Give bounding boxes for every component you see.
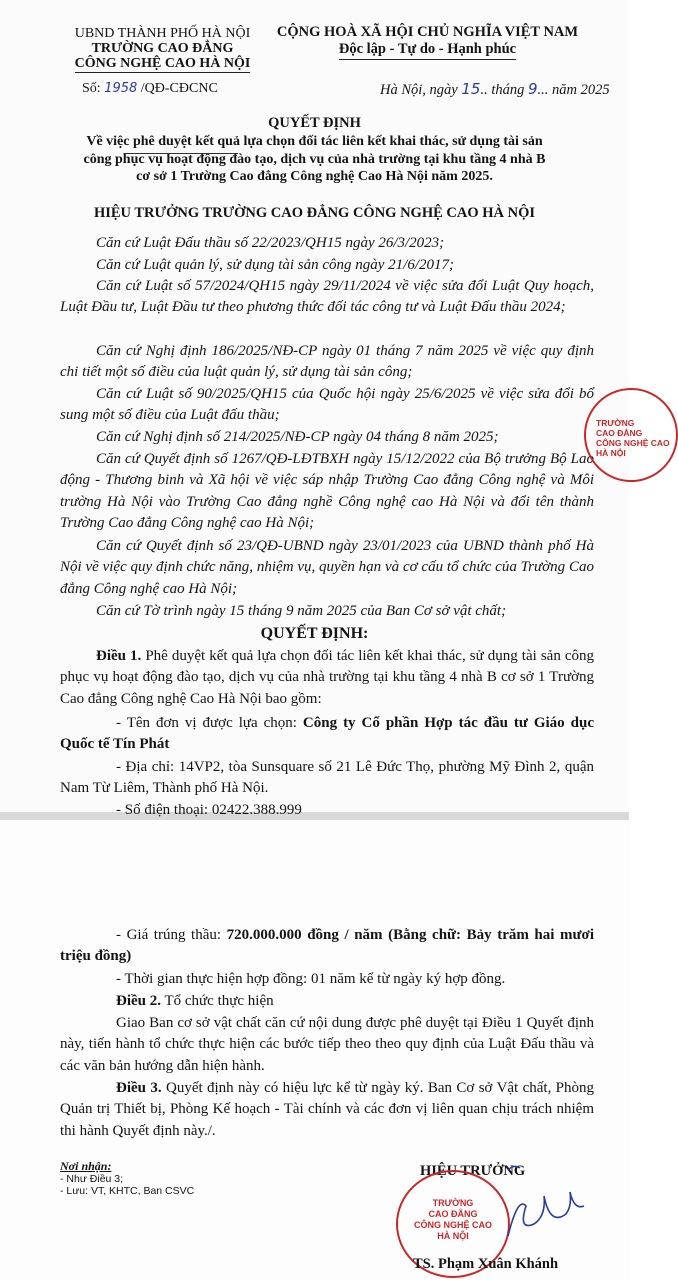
article-2-label: Điều 2. (116, 993, 161, 1009)
number-prefix: Số: (82, 81, 101, 96)
org-line-2: TRƯỜNG CAO ĐẲNG (91, 41, 234, 56)
basis-9: Căn cứ Tờ trình ngày 15 tháng 9 năm 2025 của Ban Cơ sở vật chất; (96, 603, 507, 619)
authority-heading: HIỆU TRƯỞNG TRƯỜNG CAO ĐẲNG CÔNG NGHỆ CAO HÀ NỘI (93, 205, 536, 221)
article-2 (116, 991, 596, 1012)
date-suffix: năm 2025 (552, 82, 610, 98)
recipients-heading: Nơi nhận: (60, 1159, 112, 1173)
basis-4: Căn cứ Nghị định 186/2025/NĐ-CP ngày 01 tháng 7 năm 2025 về việc quy định chi tiết một số điều của luật quản lý, sử dụng tài sản công; (60, 343, 594, 381)
recipient-2: - Lưu: VT, KHTC, Ban CSVC (60, 1185, 195, 1197)
org-line-3: CÔNG NGHỆ CAO HÀ NỘI (74, 56, 251, 71)
number-handwritten: 1958 (104, 81, 138, 96)
seal-line-3: CÔNG NGHỆ CAO (413, 1220, 492, 1230)
price-label: - Giá trúng thầu: (116, 927, 222, 943)
basis-6: Căn cứ Nghị định số 214/2025/NĐ-CP ngày 04 tháng 8 năm 2025; (96, 429, 499, 445)
basis-3: Căn cứ Luật số 57/2024/QH15 ngày 29/11/2024 về việc sửa đổi Luật Quy hoạch, Luật Đầu tư, Luật Đầu tư theo phương thức đối tác công tư và Luật Đấu thầu 2024; (60, 278, 594, 316)
seal-line-4: HÀ NỘI (437, 1231, 469, 1241)
recipients (60, 1160, 194, 1198)
unit-name: Công ty Cổ phần Hợp tác đầu tư Giáo dục Quốc tế Tín Phát (60, 715, 594, 753)
decide-heading: QUYẾT ĐỊNH: (260, 625, 369, 642)
date-mid: tháng (491, 82, 525, 98)
price-value: 720.000.000 đồng / năm (Bằng chữ: Bảy trăm hai mươi triệu đồng) (60, 927, 594, 965)
decision-subject (0, 133, 629, 186)
winning-price (60, 925, 594, 968)
subject-underline (124, 153, 238, 154)
article-1 (60, 646, 594, 710)
article-1-text: Phê duyệt kết quả lựa chọn đối tác liên kết khai thác, sử dụng tài sản công phục vụ hoạt động đào tạo, dịch vụ của nhà trường tại khu tầng 4 nhà B cơ sở 1 Trường Cao đẳng Công nghệ Cao Hà Nội bao gồm: (60, 648, 595, 707)
date-day: 15 (461, 80, 481, 98)
recipient-1: - Như Điều 3; (60, 1172, 124, 1185)
national-motto: Độc lập - Tự do - Hạnh phúc (339, 41, 516, 60)
partial-stamp-line-4: HÀ NỘI (596, 448, 626, 458)
partial-stamp-line-1: TRƯỜNG (596, 418, 635, 428)
national-header (275, 24, 580, 60)
signer-name: TS. Phạm Xuân Khánh (413, 1256, 559, 1272)
partial-stamp-line-2: CAO ĐẲNG (596, 428, 643, 438)
official-stamp-partial (584, 388, 678, 482)
basis-2: Căn cứ Luật quản lý, sử dụng tài sản công ngày 21/6/2017; (96, 257, 455, 273)
subject-line-2: công phục vụ hoạt động đào tạo, dịch vụ của nhà trường tại khu tầng 4 nhà B (83, 151, 546, 167)
unit-label: - Tên đơn vị được lựa chọn: (116, 715, 297, 731)
document-number (82, 81, 218, 97)
date-month: 9 (527, 80, 538, 98)
basis-5: Căn cứ Luật số 90/2025/QH15 của Quốc hội ngày 25/6/2025 về việc sửa đổi bổ sung một số điều của Luật đấu thầu; (60, 386, 594, 424)
org-line-1: UBND THÀNH PHỐ HÀ NỘI (74, 26, 251, 41)
article-3 (60, 1078, 594, 1142)
article-2-text: Tổ chức thực hiện (164, 993, 274, 1009)
selected-unit (60, 713, 594, 756)
signer-title: HIỆU TRƯỞNG (420, 1163, 526, 1179)
article-3-label: Điều 3. (116, 1080, 162, 1096)
article-2-body: Giao Ban cơ sở vật chất căn cứ nội dung được phê duyệt tại Điều 1 Quyết định này, tiến hành tổ chức thực hiện các bước tiếp theo theo quy định của Luật Đấu thầu và các văn bản hướng dẫn hiện hành. (60, 1015, 594, 1074)
handwritten-signature (448, 1150, 598, 1260)
seal-line-2: CAO ĐẲNG (428, 1209, 478, 1219)
decision-title: QUYẾT ĐỊNH (268, 115, 361, 131)
basis-1: Căn cứ Luật Đấu thầu số 22/2023/QH15 ngày 26/3/2023; (96, 235, 445, 251)
issue-date: Hà Nội, ngày 15.. tháng 9... năm 2025 (380, 80, 610, 98)
number-suffix: /QĐ-CĐCNC (140, 81, 218, 96)
subject-line-1: Về việc phê duyệt kết quả lựa chọn đối tác liên kết khai thác, sử dụng tài sản (86, 134, 543, 149)
basis-8: Căn cứ Quyết định số 23/QĐ-UBND ngày 23/01/2023 của UBND thành phố Hà Nội về việc quy định chức năng, nhiệm vụ, quyền hạn và cơ cấu tổ chức của Trường Cao đẳng Công nghệ cao Hà Nội; (60, 538, 594, 597)
seal-line-1: TRƯỜNG (432, 1198, 474, 1208)
article-3-text: Quyết định này có hiệu lực kể từ ngày ký. Ban Cơ sở Vật chất, Phòng Quản trị Thiết bị, Phòng Kế hoạch - Tài chính và các đơn vị liên quan chịu trách nhiệm thi hành Quyết định này./. (60, 1080, 595, 1139)
date-prefix: Hà Nội, ngày (380, 82, 458, 98)
unit-phone: - Số điện thoại: 02422.388.999 (116, 802, 302, 818)
article-1-label: Điều 1. (96, 648, 142, 664)
partial-stamp-line-3: CÔNG NGHỆ CAO (596, 438, 670, 448)
contract-duration: - Thời gian thực hiện hợp đồng: 01 năm kể từ ngày ký hợp đồng. (116, 971, 506, 987)
subject-line-3: cơ sở 1 Trường Cao đẳng Công nghệ Cao Hà Nội năm 2025. (136, 169, 493, 184)
basis-7: Căn cứ Quyết định số 1267/QĐ-LĐTBXH ngày 15/12/2022 của Bộ trưởng Bộ Lao động - Thương binh và Xã hội về việc sáp nhập Trường Cao đẳng Công nghệ và Môi trường Hà Nội vào Trường Cao đẳng nghề Công nghệ cao Hà Nội và đổi tên thành Trường Cao đẳng Công nghệ cao Hà Nội; (60, 451, 594, 532)
unit-address: - Địa chỉ: 14VP2, tòa Sunsquare số 21 Lê Đức Thọ, phường Mỹ Đình 2, quận Nam Từ Liêm, Thành phố Hà Nội. (60, 759, 594, 797)
nation-name: CỘNG HOÀ XÃ HỘI CHỦ NGHĨA VIỆT NAM (276, 24, 579, 40)
issuing-organization (60, 26, 265, 73)
